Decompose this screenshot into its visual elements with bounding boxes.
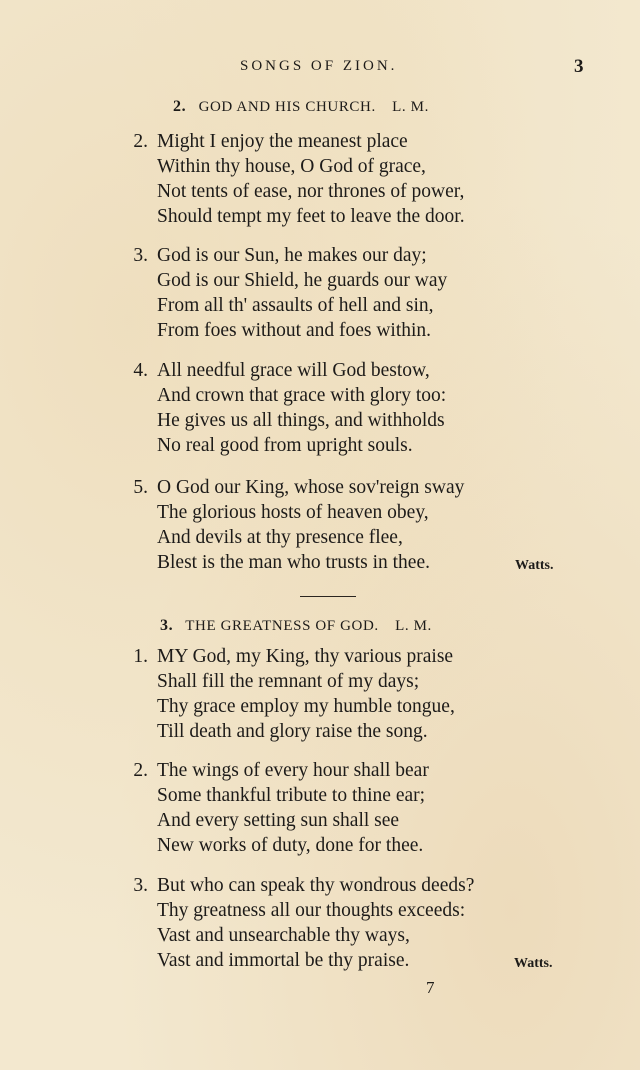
hymn-title <box>173 98 429 116</box>
hymn-title-text: THE GREATNESS OF GOD. <box>185 618 379 634</box>
verse-line: Should tempt my feet to leave the door. <box>157 206 465 227</box>
verse-line: O God our King, whose sov'reign sway <box>157 477 465 498</box>
verse-number: 2. <box>133 131 148 152</box>
verse-line: MY God, my King, thy various praise <box>157 646 454 667</box>
verse-number: 3. <box>133 245 148 266</box>
hymn-title-text: GOD AND HIS CHURCH. <box>198 99 376 115</box>
verse-line: Blest is the man who trusts in thee. <box>157 552 430 573</box>
verse-line: God is our Sun, he makes our day; <box>157 245 427 266</box>
attribution: Watts. <box>514 956 553 971</box>
hymn-meter: L. M. <box>392 99 429 115</box>
verse-line: The glorious hosts of heaven obey, <box>157 502 429 523</box>
verse-line: Within thy house, O God of grace, <box>157 156 426 177</box>
verse-number: 3. <box>133 875 148 896</box>
verse-line: And every setting sun shall see <box>157 810 400 831</box>
verse-number: 2. <box>133 760 148 781</box>
verse-line: No real good from upright souls. <box>157 435 413 456</box>
verse-number: 5. <box>133 477 148 498</box>
section-divider <box>300 596 356 597</box>
verse-line: From foes without and foes within. <box>157 320 432 341</box>
verse-line: Thy grace employ my humble tongue, <box>157 696 455 717</box>
hymn-title <box>160 617 432 635</box>
attribution: Watts. <box>515 558 554 573</box>
verse-line: Shall fill the remnant of my days; <box>157 671 420 692</box>
hymn-number: 3. <box>160 617 174 634</box>
verse-line: But who can speak thy wondrous deeds? <box>157 875 475 896</box>
running-title: SONGS OF ZION. <box>240 58 398 74</box>
verse-number: 4. <box>133 360 148 381</box>
verse-number: 1. <box>133 646 148 667</box>
verse-line: Not tents of ease, nor thrones of power, <box>157 181 465 202</box>
verse-line: Some thankful tribute to thine ear; <box>157 785 426 806</box>
hymn-number: 2. <box>173 98 187 115</box>
signature-mark: 7 <box>426 978 435 997</box>
verse-line: Till death and glory raise the song. <box>157 721 428 742</box>
verse-line: And devils at thy presence flee, <box>157 527 403 548</box>
verse-line: And crown that grace with glory too: <box>157 385 447 406</box>
verse-line: God is our Shield, he guards our way <box>157 270 448 291</box>
verse-line: He gives us all things, and withholds <box>157 410 445 431</box>
verse-line: New works of duty, done for thee. <box>157 835 424 856</box>
verse-line: All needful grace will God bestow, <box>157 360 430 381</box>
page-number: 3 <box>574 56 584 77</box>
verse-line: Thy greatness all our thoughts exceeds: <box>157 900 466 921</box>
hymn-meter: L. M. <box>395 618 432 634</box>
verse-line: Vast and immortal be thy praise. <box>157 950 410 971</box>
verse-line: Vast and unsearchable thy ways, <box>157 925 410 946</box>
verse-line: From all th' assaults of hell and sin, <box>157 295 434 316</box>
verse-line: The wings of every hour shall bear <box>157 760 429 781</box>
verse-line: Might I enjoy the meanest place <box>157 131 408 152</box>
